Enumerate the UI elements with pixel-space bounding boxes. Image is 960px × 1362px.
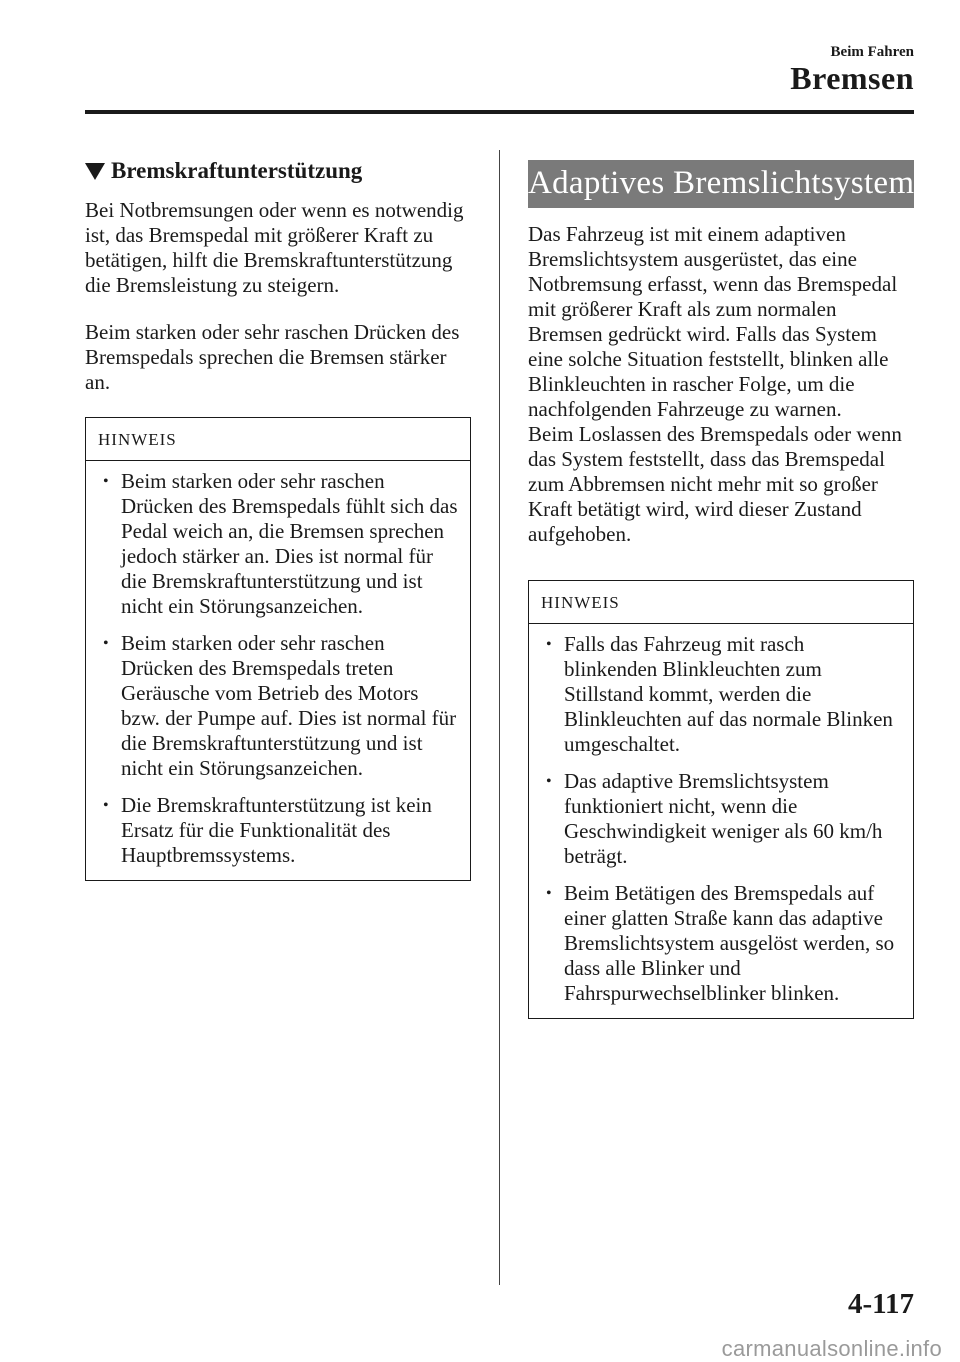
note-item-text: Beim Betätigen des Bremspedals auf einer glatten Straße kann das adaptive Bremslichtsystem ausgelöst werden, so dass alle Blinker und Fahrspurwechselblinker blinken. xyxy=(564,881,895,1005)
page-number: 4-117 xyxy=(847,1288,914,1320)
note-item xyxy=(98,793,458,868)
column-divider xyxy=(499,150,500,1285)
bullet-icon: • xyxy=(546,773,552,790)
note-box-left xyxy=(85,417,471,881)
brake-assist-paragraph-1: Bei Notbremsungen oder wenn es notwendig ist, das Bremspedal mit größerer Kraft zu betätigen, hilft die Bremskraftunterstützung die Bremsleistung zu steigern. xyxy=(85,198,464,297)
note-item-text: Die Bremskraftunterstützung ist kein Ersatz für die Funktionalität des Hauptbremssystems. xyxy=(121,793,432,867)
note-item xyxy=(98,469,458,619)
note-body xyxy=(86,461,470,880)
brake-assist-paragraph-2: Beim starken oder sehr raschen Drücken des Bremspedals sprechen die Bremsen stärker an. xyxy=(85,320,460,394)
bullet-icon: • xyxy=(103,635,109,652)
adaptive-brake-light-banner: Adaptives Bremslichtsystem xyxy=(528,160,914,208)
brake-assist-heading-text: Bremskraftunterstützung xyxy=(111,158,363,183)
triangle-marker-icon xyxy=(85,163,105,180)
note-item-text: Beim starken oder sehr raschen Drücken des Bremspedals fühlt sich das Pedal weich an, die Bremsen sprechen jedoch stärker an. Dies ist normal für die Bremskraftunterstützung und ist nicht ein Störungsanzeichen. xyxy=(121,469,458,618)
note-item-text: Beim starken oder sehr raschen Drücken des Bremspedals treten Geräusche vom Betrieb des Motors bzw. der Pumpe auf. Dies ist normal für die Bremskraftunterstützung und ist nicht ein Störungsanzeichen. xyxy=(121,631,457,780)
note-body xyxy=(529,624,913,1018)
note-box-right xyxy=(528,580,914,1019)
watermark: carmanualsonline.info xyxy=(721,1336,942,1361)
note-item-text: Das adaptive Bremslichtsystem funktioniert nicht, wenn die Geschwindigkeit weniger als 60 km/h beträgt. xyxy=(564,769,883,868)
note-item-text: Falls das Fahrzeug mit rasch blinkenden Blinkleuchten zum Stillstand kommt, werden die Blinkleuchten auf das normale Blinken umgeschaltet. xyxy=(564,632,893,756)
right-column xyxy=(528,160,914,1019)
header-rule xyxy=(85,110,914,114)
adaptive-brake-light-paragraph: Das Fahrzeug ist mit einem adaptiven Bremslichtsystem ausgerüstet, das eine Notbremsung erfasst, wenn das Bremspedal mit größerer Kraft als zum normalen Bremsen gedrückt wird. Falls das System eine solche Situation feststellt, blinken alle Blinkleuchten in rascher Folge, um die nachfolgenden Fahrzeuge zu warnen. Beim Loslassen des Bremspedals oder wenn das System feststellt, dass das Bremspedal zum Abbremsen nicht mehr mit so großer Kraft betätigt wird, wird dieser Zustand aufgehoben. xyxy=(528,222,902,546)
chapter-title: Beim Fahren xyxy=(830,44,914,60)
note-title: HINWEIS xyxy=(529,581,913,624)
note-item xyxy=(98,631,458,781)
bullet-icon: • xyxy=(103,797,109,814)
note-item xyxy=(541,769,901,869)
bullet-icon: • xyxy=(546,636,552,653)
note-item xyxy=(541,632,901,757)
left-column xyxy=(85,158,471,881)
bullet-icon: • xyxy=(103,473,109,490)
note-item xyxy=(541,881,901,1006)
note-title: HINWEIS xyxy=(86,418,470,461)
bullet-icon: • xyxy=(546,885,552,902)
brake-assist-heading xyxy=(85,158,471,184)
section-title: Bremsen xyxy=(790,60,914,96)
